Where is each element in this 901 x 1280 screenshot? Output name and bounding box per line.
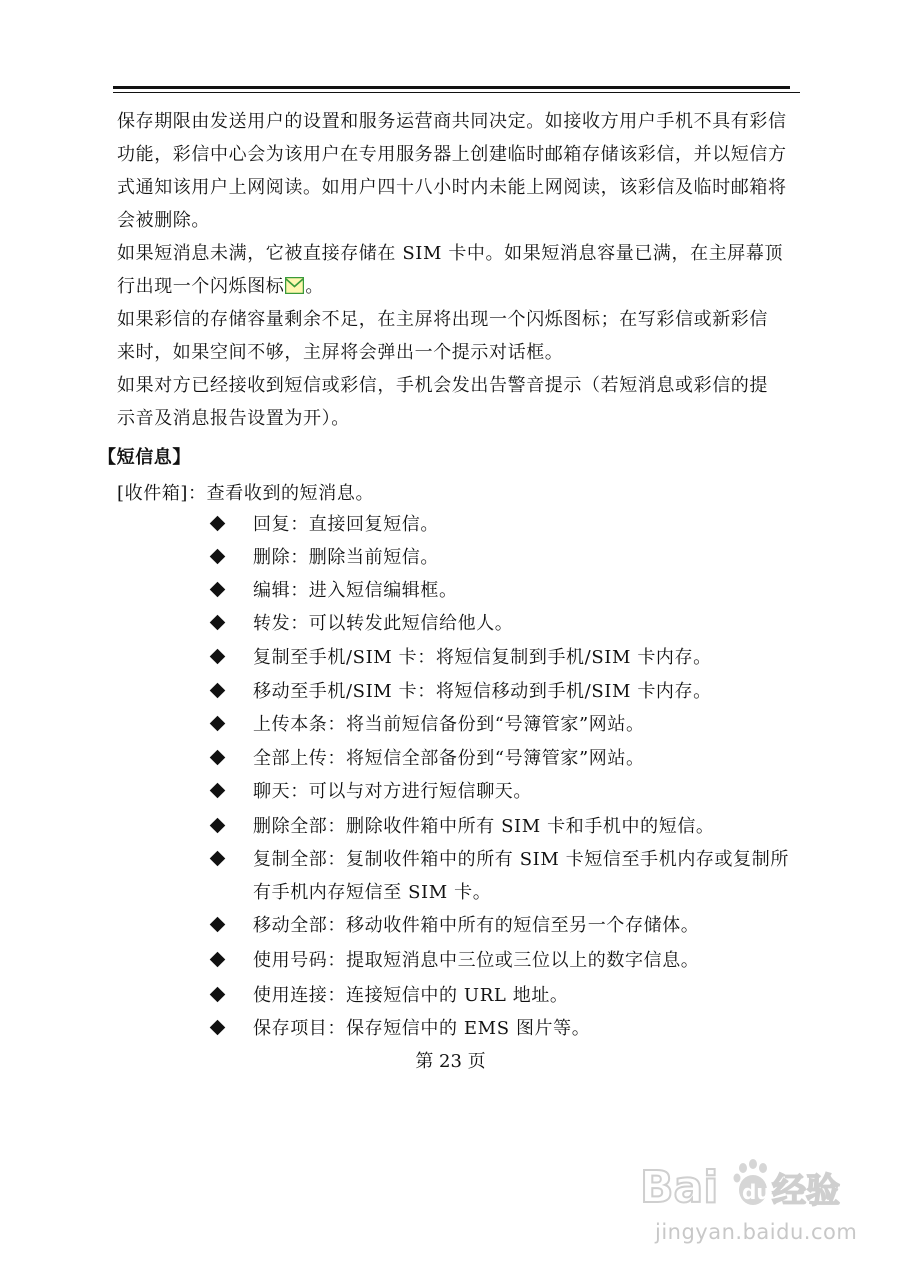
- list-item-text: 删除全部：删除收件箱中所有 SIM 卡和手机中的短信。: [253, 816, 715, 837]
- diamond-bullet-icon: [210, 716, 226, 732]
- diamond-bullet-icon: [210, 516, 226, 532]
- baidu-jingyan-watermark-logo: [640, 1154, 850, 1216]
- list-item-text: 移动至手机/SIM 卡：将短信移动到手机/SIM 卡内存。: [253, 681, 712, 702]
- diamond-bullet-icon: [210, 649, 226, 665]
- page-number: 第 23 页: [415, 1051, 486, 1072]
- text-fragment: 行出现一个闪烁图标: [117, 276, 285, 297]
- list-item-text: 全部上传：将短信全部备份到“号簿管家”网站。: [253, 748, 645, 769]
- list-item-text: 回复：直接回复短信。: [253, 514, 439, 535]
- list-item-text: [253, 843, 803, 909]
- text-line: 式通知该用户上网阅读。如用户四十八小时内未能上网阅读，该彩信及临时邮箱将: [117, 177, 787, 198]
- svg-text:du: du: [742, 1180, 771, 1204]
- diamond-bullet-icon: [210, 851, 226, 867]
- text-line-with-icon: [117, 270, 799, 303]
- text-line: 会被删除。: [117, 210, 210, 231]
- diamond-bullet-icon: [210, 582, 226, 598]
- text-line: 如果对方已经接收到短信或彩信，手机会发出告警音提示（若短消息或彩信的提: [117, 375, 768, 396]
- list-item-text: 聊天：可以与对方进行短信聊天。: [253, 781, 532, 802]
- diamond-bullet-icon: [210, 615, 226, 631]
- text-fragment: 。: [305, 276, 325, 297]
- text-line: 功能，彩信中心会为该用户在专用服务器上创建临时邮箱存储该彩信，并以短信方: [117, 144, 787, 165]
- diamond-bullet-icon: [210, 683, 226, 699]
- section-title: 【短信息】: [98, 447, 191, 468]
- diamond-bullet-icon: [210, 987, 226, 1003]
- list-item-text: 复制至手机/SIM 卡：将短信复制到手机/SIM 卡内存。: [253, 647, 712, 668]
- list-item-text-line: 有手机内存短信至 SIM 卡。: [253, 882, 492, 903]
- list-item-text: 使用号码：提取短消息中三位或三位以上的数字信息。: [253, 950, 700, 971]
- list-item-text-line: 复制全部：复制收件箱中的所有 SIM 卡短信至手机内存或复制所: [253, 849, 789, 870]
- list-item-text: 删除：删除当前短信。: [253, 547, 439, 568]
- list-item-text: 上传本条：将当前短信备份到“号簿管家”网站。: [253, 714, 645, 735]
- diamond-bullet-icon: [210, 818, 226, 834]
- list-item-text: 保存项目：保存短信中的 EMS 图片等。: [253, 1018, 591, 1039]
- diamond-bullet-icon: [210, 783, 226, 799]
- envelope-icon: [285, 277, 304, 294]
- text-line: 如果短消息未满，它被直接存储在 SIM 卡中。如果短消息容量已满，在主屏幕顶: [117, 243, 784, 264]
- paragraph-mms-storage: [117, 105, 799, 237]
- text-line: 如果彩信的存储容量剩余不足，在主屏将出现一个闪烁图标；在写彩信或新彩信: [117, 309, 768, 330]
- svg-text:经验: 经验: [772, 1171, 840, 1211]
- inbox-description: [收件箱]：查看收到的短消息。: [117, 483, 375, 504]
- paragraph-mms-capacity: [117, 303, 799, 369]
- svg-text:Bai: Bai: [640, 1162, 719, 1213]
- diamond-bullet-icon: [210, 1020, 226, 1036]
- watermark-url: jingyan.baidu.com: [655, 1220, 858, 1244]
- paragraph-delivery-alert: [117, 369, 799, 435]
- list-item-text: 转发：可以转发此短信给他人。: [253, 613, 514, 634]
- list-item-text: 移动全部：移动收件箱中所有的短信至另一个存储体。: [253, 915, 700, 936]
- diamond-bullet-icon: [210, 549, 226, 565]
- paragraph-sms-full: [117, 237, 799, 303]
- text-line: 保存期限由发送用户的设置和服务运营商共同决定。如接收方用户手机不具有彩信: [117, 111, 787, 132]
- header-rule-thick: [113, 86, 790, 89]
- diamond-bullet-icon: [210, 917, 226, 933]
- diamond-bullet-icon: [210, 952, 226, 968]
- list-item-text: 使用连接：连接短信中的 URL 地址。: [253, 985, 569, 1006]
- list-item-text: 编辑：进入短信编辑框。: [253, 580, 458, 601]
- diamond-bullet-icon: [210, 750, 226, 766]
- header-rule-thin: [113, 92, 800, 93]
- text-line: 示音及消息报告设置为开）。: [117, 408, 350, 429]
- text-line: 来时，如果空间不够，主屏将会弹出一个提示对话框。: [117, 342, 564, 363]
